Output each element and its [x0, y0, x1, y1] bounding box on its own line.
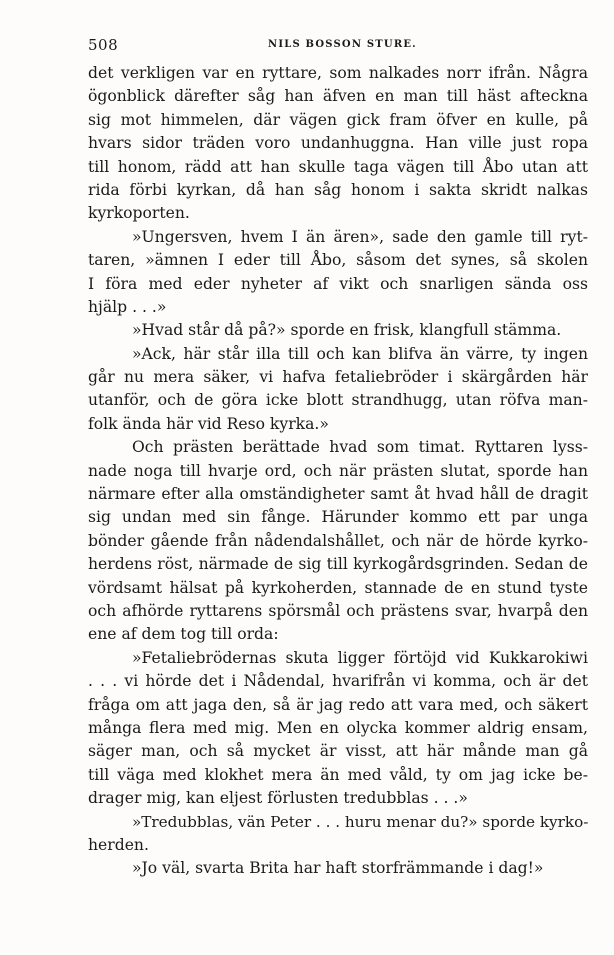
text-line: herdens röst, närmade de sig till kyrkogårdsgrinden. Sedan de [88, 555, 588, 574]
text-line: Och prästen berättade hvad som timat. Ryttaren lyss- [132, 438, 588, 457]
text-line: sig undan med sin fånge. Härunder kommo ett par unga [88, 508, 588, 527]
text-line: fråga om att jaga den, så är jag redo att vara med, och säkert [88, 695, 588, 714]
text-line: säger man, och så mycket är visst, att här månde man gå [88, 742, 588, 761]
text-line: I föra med eder nyheter af vikt och snarligen sända oss [88, 274, 588, 293]
text-line: sig mot himmelen, där vägen gick fram öfver en kulle, på [88, 110, 588, 129]
text-line: hjälp . . .» [88, 297, 167, 316]
text-line: till honom, rädd att han skulle taga vägen till Åbo utan att [88, 157, 588, 176]
text-line: drager mig, kan eljest förlusten tredubblas . . .» [88, 789, 468, 808]
text-line: och afhörde ryttarens spörsmål och prästens svar, hvarpå den [88, 601, 588, 620]
text-line: »Fetaliebrödernas skuta ligger förtöjd vid Kukkarokiwi [132, 648, 588, 667]
page-number: 508 [88, 36, 119, 54]
text-line: kyrkoporten. [88, 204, 190, 223]
text-line: folk ända här vid Reso kyrka.» [88, 414, 329, 433]
text-line: . . . vi hörde det i Nådendal, hvarifrån vi komma, och är det [88, 672, 588, 691]
text-line: vördsamt hälsat på kyrkoherden, stannade de en stund tyste [88, 578, 588, 597]
text-line: herden. [88, 835, 149, 854]
text-line: många flera med mig. Men en olycka kommer aldrig ensam, [88, 718, 588, 737]
text-line: bönder gående från nådendalshållet, och när de hörde kyrko- [88, 531, 588, 550]
text-line: hvars sidor träden voro undanhuggna. Han ville just ropa [88, 134, 588, 153]
body-text [88, 62, 588, 881]
page-header [88, 36, 588, 58]
text-line: rida förbi kyrkan, då han såg honom i sakta skridt nalkas [88, 180, 588, 199]
text-line: »Ungersven, hvem I än ären», sade den gamle till ryt- [132, 227, 588, 246]
text-line: »Tredubblas, vän Peter . . . huru menar du?» sporde kyrko- [132, 812, 588, 831]
text-line: till väga med klokhet mera än med våld, ty om jag icke be- [88, 765, 588, 784]
text-line: ögonblick därefter såg han äfven en man till häst afteckna [88, 87, 588, 106]
text-line: nade noga till hvarje ord, och när prästen slutat, sporde han [88, 461, 588, 480]
text-line: »Jo väl, svarta Brita har haft storfrämmande i dag!» [132, 859, 544, 878]
text-line: närmare efter alla omständigheter samt åt hvad håll de dragit [88, 485, 588, 504]
text-line: ene af dem tog till orda: [88, 625, 279, 644]
text-line: går nu mera säker, vi hafva fetaliebröder i skärgården här [88, 368, 588, 387]
running-head: NILS BOSSON STURE. [268, 39, 417, 50]
text-line: »Ack, här står illa till och kan blifva än värre, ty ingen [132, 344, 588, 363]
text-line: utanför, och de göra icke blott strandhugg, utan röfva man- [88, 391, 588, 410]
text-line: det verkligen var en ryttare, som nalkades norr ifrån. Några [88, 64, 588, 82]
text-line: taren, »ämnen I eder till Åbo, såsom det synes, så skolen [88, 251, 588, 270]
text-line: »Hvad står då på?» sporde en frisk, klangfull stämma. [132, 321, 562, 340]
